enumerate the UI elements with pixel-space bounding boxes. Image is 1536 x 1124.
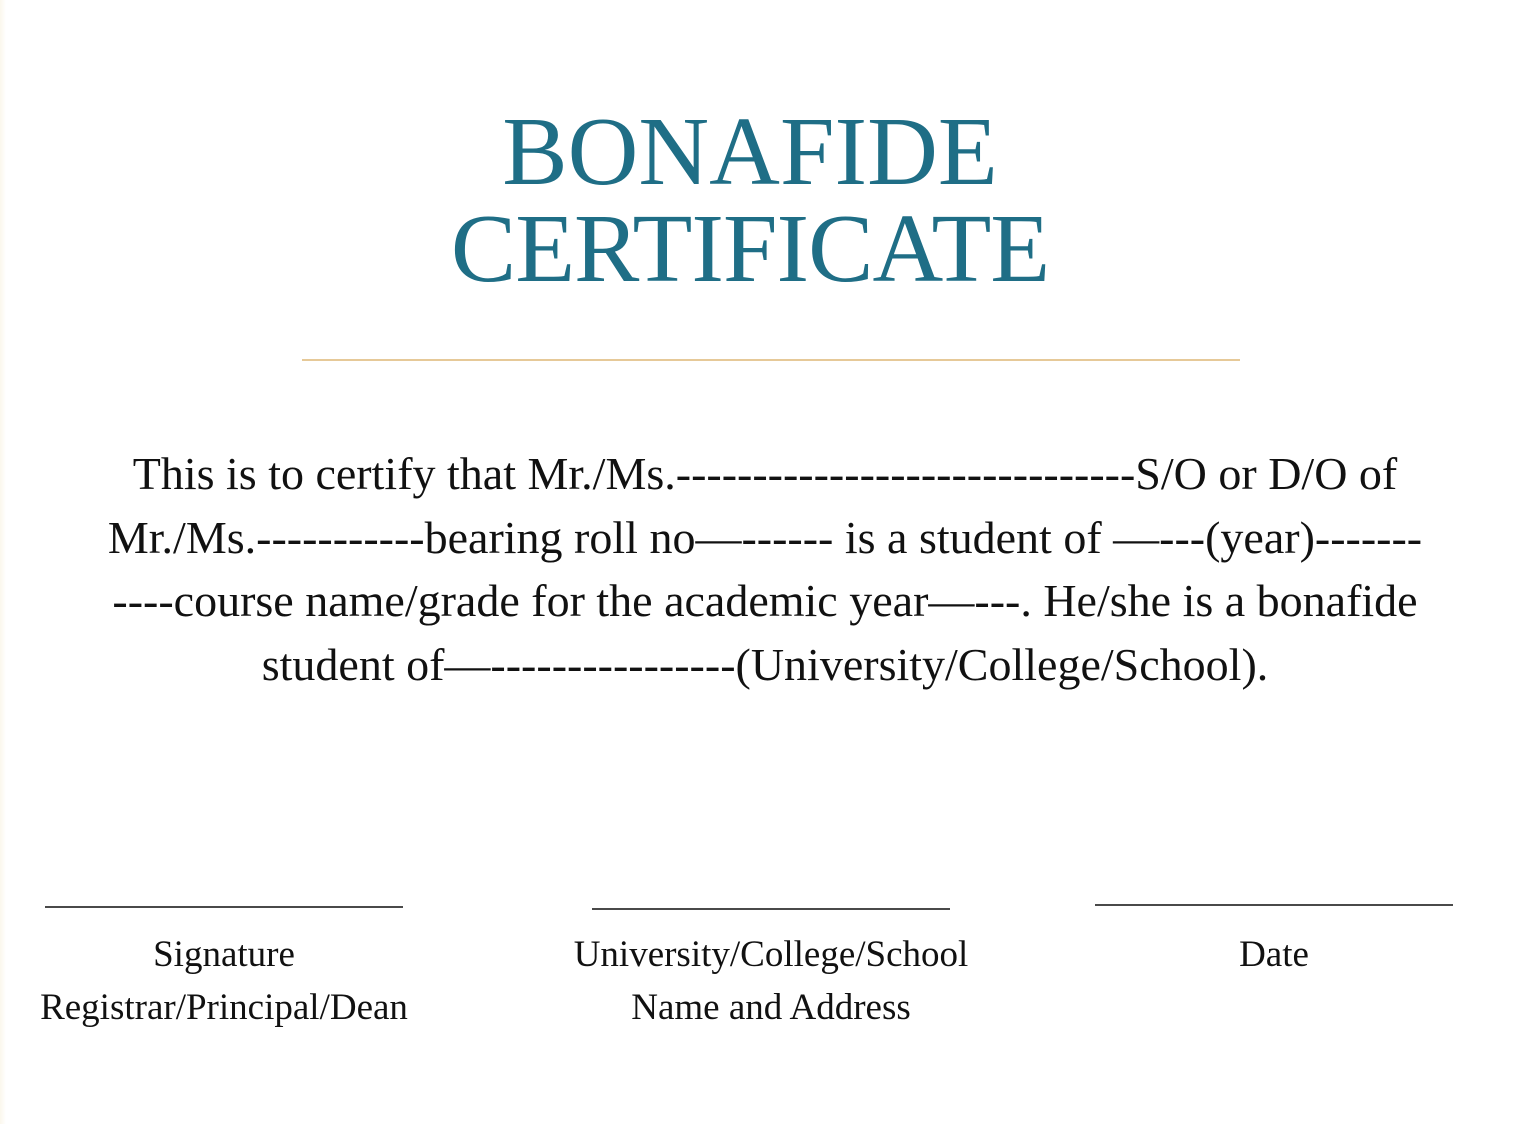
body-line-2: Mr./Ms.-----------bearing roll no—------ is a student of —---(year)-------: [107, 511, 1423, 563]
date-line: [1095, 904, 1453, 906]
body-line-1: This is to certify that Mr./Ms.------------------------------S/O or D/O of: [132, 448, 1398, 499]
institution-label: University/College/School: [573, 934, 969, 975]
signature-role-label: Registrar/Principal/Dean: [40, 987, 408, 1028]
signature-label: Signature: [153, 934, 295, 975]
signature-line: [45, 906, 403, 908]
title-line-1: BONAFIDE: [502, 98, 998, 206]
title-line-2: CERTIFICATE: [450, 195, 1050, 303]
date-label: Date: [1239, 934, 1309, 975]
signature-block-date: [1064, 904, 1484, 981]
certificate-title: [0, 98, 1500, 303]
signature-block-registrar: [14, 906, 434, 1034]
body-line-3: ----course name/grade for the academic year—---. He/she is a bonafide: [112, 575, 1418, 626]
signature-block-institution: [561, 908, 981, 1034]
body-line-4: student of—----------------(University/College/School).: [261, 638, 1269, 690]
title-divider: [302, 359, 1240, 361]
institution-line: [592, 908, 950, 910]
institution-address-label: Name and Address: [631, 987, 911, 1028]
certificate-body: [10, 442, 1520, 696]
